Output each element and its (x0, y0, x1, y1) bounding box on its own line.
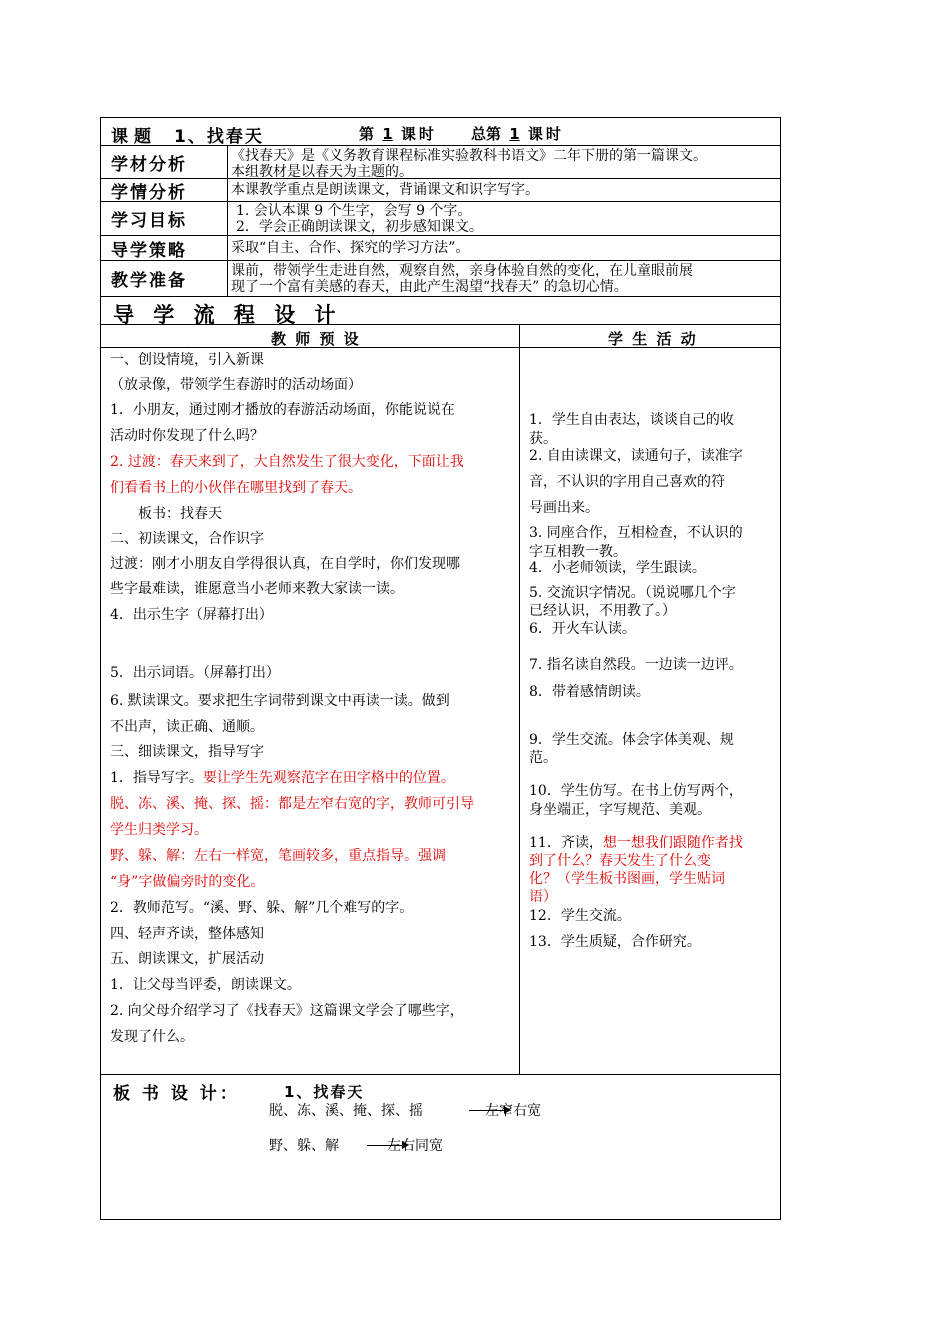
teacher-line: 不出声，读正确、通顺。 (110, 719, 264, 735)
student-line: 11．齐读，想一想我们跟随作者找 (529, 835, 743, 851)
teacher-line: 学生归类学习。 (110, 822, 208, 838)
student-line: 语） (529, 889, 557, 905)
teacher-line: 2．教师范写。“溪、野、躲、解”几个难写的字。 (110, 900, 414, 916)
info-label: 学情分析 (101, 179, 228, 201)
teacher-line: 脱、冻、溪、掩、探、摇：都是左窄右宽的字，教师可引导 (110, 796, 474, 812)
teacher-line: 1．让父母当评委，朗读课文。 (110, 977, 301, 993)
info-row-strategy (101, 236, 780, 261)
teacher-column (101, 348, 519, 1074)
info-text: 课前，带领学生走进自然，观察自然，亲身体验自然的变化，在儿童眼前展 (231, 263, 693, 279)
student-line: 化？（学生板书图画，学生贴词 (529, 871, 725, 887)
board-line-chars: 脱、冻、溪、掩、探、摇 (269, 1103, 423, 1119)
teacher-line: 三、细读课文，指导写字 (110, 744, 264, 760)
student-line: 号画出来。 (529, 500, 599, 516)
board-design-section (101, 1074, 780, 1221)
info-label: 导学策略 (101, 236, 228, 260)
info-text: 《找春天》是《义务教育课程标准实验教科书语文》二年下册的第一篇课文。 (231, 148, 707, 164)
student-line: 身坐端正，字写规范、美观。 (529, 802, 711, 818)
student-line: 5. 交流识字情况。（说说哪几个字 (529, 585, 736, 601)
teacher-line: 1．小朋友，通过刚才播放的春游活动场面，你能说说在 (110, 402, 455, 418)
student-line: 13．学生质疑，合作研究。 (529, 934, 701, 950)
teacher-line: 一、创设情境，引入新课 (110, 352, 264, 368)
student-line: 已经认识，不用教了。） (529, 603, 676, 619)
info-label: 学材分析 (101, 146, 228, 178)
teacher-line: 板书：找春天 (110, 506, 222, 522)
student-line: 2. 自由读课文，读通句子，读准字 (529, 448, 743, 464)
teacher-line: 些字最难读，谁愿意当小老师来教大家读一读。 (110, 581, 404, 597)
student-line: 6．开火车认读。 (529, 621, 636, 637)
teacher-line: 5．出示词语。（屏幕打出） (110, 665, 280, 681)
info-text: 本组教材是以春天为主题的。 (231, 164, 413, 180)
teacher-line: 1．指导写字。要让学生先观察范字在田字格中的位置。 (110, 770, 455, 786)
lesson-count: 第 1 课时 (359, 125, 437, 143)
flow-title-row (101, 297, 780, 325)
board-line-rule: 左窄右宽 (485, 1103, 541, 1119)
lesson-plan-table (100, 117, 781, 1220)
column-header-row (101, 325, 780, 348)
board-title: 1、找春天 (284, 1083, 365, 1101)
teacher-line: 活动时你发现了什么吗？ (110, 428, 264, 444)
flow-title: 导 学 流 程 设 计 (113, 303, 342, 327)
teacher-line: 2. 过渡：春天来到了，大自然发生了很大变化，下面让我 (110, 454, 464, 470)
student-line: 获。 (529, 431, 557, 447)
total-count: 总第 1 课时 (471, 125, 564, 143)
student-line: 1．学生自由表达，谈谈自己的收 (529, 412, 734, 428)
board-line-rule: 左右同宽 (387, 1138, 443, 1154)
teacher-line: 过渡：刚才小朋友自学得很认真，在自学时，你们发现哪 (110, 556, 460, 572)
teacher-line: （放录像，带领学生春游时的活动场面） (110, 377, 362, 393)
student-column (520, 348, 782, 1074)
header-row (101, 118, 780, 146)
topic-label: 课题 (111, 127, 157, 147)
teacher-line: 6. 默读课文。要求把生字词带到课文中再读一读。做到 (110, 693, 450, 709)
info-label: 教学准备 (101, 261, 228, 296)
teacher-line: 五、朗读课文，扩展活动 (110, 951, 264, 967)
info-row-student (101, 179, 780, 202)
student-line: 3. 同座合作，互相检查，不认识的 (529, 525, 743, 541)
info-row-goals (101, 202, 780, 236)
student-line: 范。 (529, 750, 557, 766)
board-label: 板 书 设 计： (113, 1084, 240, 1104)
info-text: 2．学会正确朗读课文，初步感知课文。 (236, 219, 483, 235)
info-text: 现了一个富有美感的春天，由此产生渴望“找春天” 的急切心情。 (231, 279, 628, 295)
topic-title: 1、找春天 (174, 127, 264, 147)
student-line: 字互相教一教。 (529, 544, 627, 560)
teacher-line-highlight: 要让学生先观察范字在田字格中的位置。 (202, 770, 455, 786)
teacher-header: 教 师 预 设 (271, 330, 361, 348)
student-line: 音，不认识的字用自己喜欢的符 (529, 474, 725, 490)
board-line-chars: 野、躲、解 (269, 1138, 339, 1154)
info-text: 本课教学重点是朗读课文，背诵课文和识字写字。 (231, 182, 539, 198)
teacher-line: 发现了什么。 (110, 1029, 194, 1045)
info-text: 采取“自主、合作、探究的学习方法”。 (231, 240, 470, 256)
info-label: 学习目标 (101, 202, 228, 235)
student-line: 4．小老师领读，学生跟读。 (529, 560, 706, 576)
student-line: 7. 指名读自然段。一边读一边评。 (529, 657, 743, 673)
student-line: 12．学生交流。 (529, 908, 631, 924)
info-row-prep (101, 261, 780, 297)
teacher-line: “身”字做偏旁时的变化。 (110, 874, 265, 890)
student-line-highlight: 想一想我们跟随作者找 (602, 835, 743, 851)
teacher-line: 4．出示生字（屏幕打出） (110, 607, 273, 623)
student-line: 9．学生交流。体会字体美观、规 (529, 732, 734, 748)
student-line: 8．带着感情朗读。 (529, 684, 650, 700)
teacher-line: 们看看书上的小伙伴在哪里找到了春天。 (110, 480, 362, 496)
info-row-material (101, 146, 780, 179)
teacher-line: 2. 向父母介绍学习了《找春天》这篇课文学会了哪些字， (110, 1003, 464, 1019)
info-text: 1. 会认本课 9 个生字，会写 9 个字。 (236, 203, 472, 219)
student-line: 到了什么？春天发生了什么变 (529, 853, 711, 869)
student-line: 10．学生仿写。在书上仿写两个， (529, 783, 743, 799)
teacher-line: 野、躲、解：左右一样宽，笔画较多，重点指导。强调 (110, 848, 446, 864)
teacher-line: 四、轻声齐读，整体感知 (110, 926, 264, 942)
student-header: 学 生 活 动 (608, 330, 698, 348)
teacher-line: 二、初读课文，合作识字 (110, 531, 264, 547)
